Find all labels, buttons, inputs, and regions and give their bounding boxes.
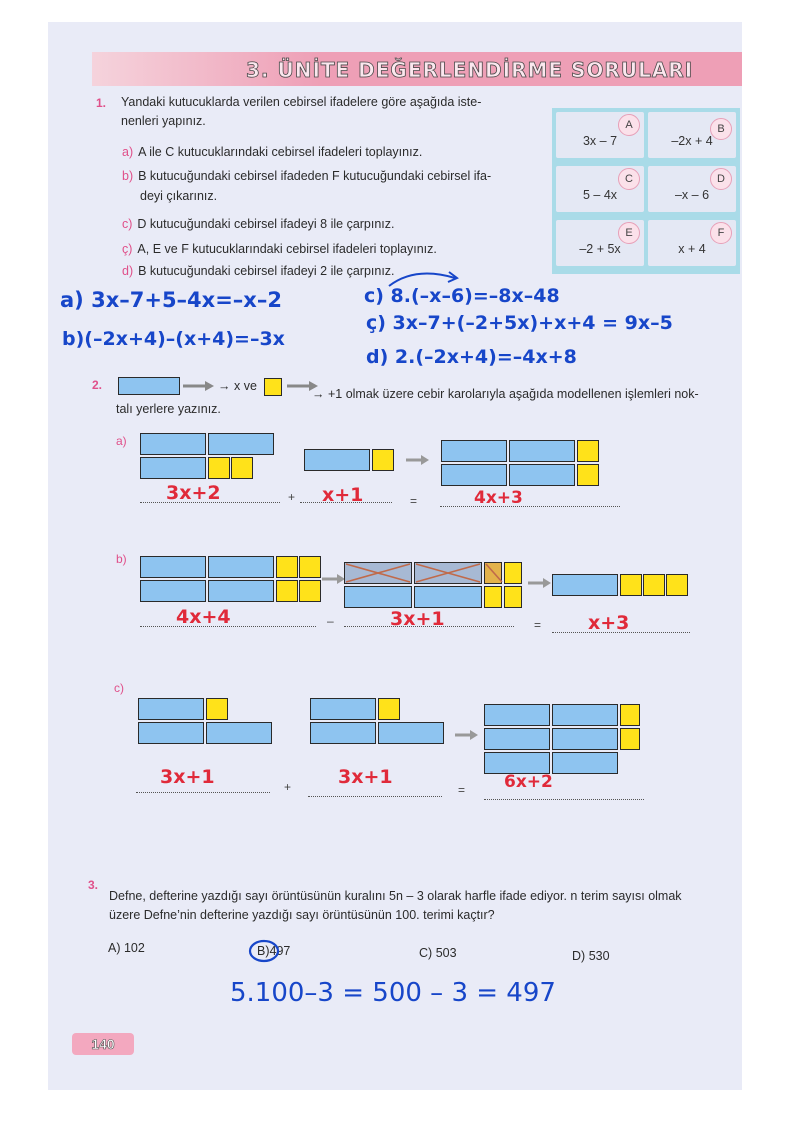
- part-a-left-answer: 3x+2: [166, 482, 221, 504]
- unit-tile: [206, 698, 228, 720]
- box-b: [648, 112, 736, 158]
- x-tile: [552, 574, 618, 596]
- unit-tile: [231, 457, 253, 479]
- answer-line: [440, 506, 620, 507]
- option-a[interactable]: A) 102: [108, 941, 145, 955]
- x-tile: [208, 433, 274, 455]
- plus-sign: +: [288, 490, 296, 504]
- x-tile: [441, 464, 507, 486]
- unit-tile: [378, 698, 400, 720]
- question-1-line2: nenleri yapınız.: [121, 114, 206, 128]
- x-tile: [344, 586, 412, 608]
- page-title: 3. ÜNİTE DEĞERLENDİRME SORULARI: [246, 58, 694, 82]
- x-tile: [304, 449, 370, 471]
- part-a-right-answer: x+1: [322, 484, 364, 506]
- question-3-line2: üzere Defne’nin defterine yazdığı sayı örüntüsünün 100. terimi kaçtır?: [109, 908, 495, 922]
- x-tile: [414, 586, 482, 608]
- unit-tile: [299, 580, 321, 602]
- box-d-expr: –x – 6: [674, 188, 710, 202]
- arrow-right-icon: [406, 455, 430, 465]
- part-b-result-answer: x+3: [588, 612, 630, 634]
- option-c[interactable]: C) 503: [419, 946, 457, 960]
- x-tile: [138, 698, 204, 720]
- answer-cc-handwritten: ç) 3x–7+(–2+5x)+x+4 = 9x–5: [366, 312, 673, 334]
- answer-line: [136, 792, 270, 793]
- legend-x-text: → x ve: [218, 379, 257, 393]
- box-a-tag: A: [618, 114, 640, 136]
- question-2-number: 2.: [92, 378, 103, 392]
- unit-tile: [620, 574, 642, 596]
- arrow-right-icon: [322, 574, 346, 584]
- unit-tile: [620, 728, 640, 750]
- x-tile: [509, 440, 575, 462]
- x-tile: [552, 704, 618, 726]
- option-b[interactable]: B)497: [257, 944, 291, 958]
- question-3-number: 3.: [88, 878, 99, 892]
- x-tile: [140, 433, 206, 455]
- x-tile: [140, 457, 206, 479]
- x-tile: [310, 698, 376, 720]
- x-tile: [484, 704, 550, 726]
- unit-tile: [208, 457, 230, 479]
- unit-tile: [577, 440, 599, 462]
- x-tile-legend: [118, 377, 180, 395]
- unit-tile: [299, 556, 321, 578]
- arrow-right-icon: [528, 578, 552, 588]
- unit-tile-legend: [264, 378, 282, 396]
- part-a-result-answer: 4x+3: [474, 488, 523, 508]
- x-tile: [138, 722, 204, 744]
- unit-tile: [643, 574, 665, 596]
- unit-tile: [504, 586, 522, 608]
- box-f-tag: F: [710, 222, 732, 244]
- box-e-tag: E: [618, 222, 640, 244]
- q1-item-c: c) D kutucuğundaki cebirsel ifadeyi 8 ile çarpınız.: [122, 217, 395, 231]
- question-1-number: 1.: [96, 96, 107, 110]
- q2-part-a-label: a): [116, 434, 127, 448]
- x-tile: [206, 722, 272, 744]
- x-tile: [484, 728, 550, 750]
- x-tile: [509, 464, 575, 486]
- question-3-text: [109, 887, 682, 925]
- answer-b-handwritten: b)(–2x+4)–(x+4)=–3x: [62, 328, 285, 350]
- answer-d-handwritten: d) 2.(–2x+4)=–4x+8: [366, 346, 577, 368]
- x-tile: [140, 580, 206, 602]
- box-f: [648, 220, 736, 266]
- box-a-expr: 3x – 7: [582, 134, 618, 148]
- unit-tile: [620, 704, 640, 726]
- x-tile: [441, 440, 507, 462]
- x-tile: [310, 722, 376, 744]
- question-3-line1: Defne, defterine yazdığı sayı örüntüsünün kuralını 5n – 3 olarak harfle ifade ediyor. n terim sayısı olmak: [109, 889, 682, 903]
- unit-tile: [276, 556, 298, 578]
- expression-grid: [552, 108, 740, 274]
- box-f-expr: x + 4: [678, 242, 706, 256]
- question-2-text: → +1 olmak üzere cebir karolarıyla aşağıda modellenen işlemleri nok-: [312, 387, 699, 401]
- equals-sign: =: [458, 783, 466, 797]
- x-tile: [140, 556, 206, 578]
- box-e: [556, 220, 644, 266]
- q2-part-b-label: b): [116, 552, 127, 566]
- x-tile: [208, 556, 274, 578]
- answer-c-handwritten: c) 8.(–x–6)=–8x–48: [364, 285, 560, 307]
- box-d-tag: D: [710, 168, 732, 190]
- q1-item-a: a) A ile C kutucuklarındaki cebirsel ifadeleri toplayınız.: [122, 145, 423, 159]
- part-b-right-answer: 3x+1: [390, 608, 445, 630]
- unit-tile: [577, 464, 599, 486]
- question-1-line1: Yandaki kutucuklarda verilen cebirsel ifadelere göre aşağıda iste-: [121, 95, 482, 109]
- equals-sign: =: [534, 618, 542, 632]
- box-c-expr: 5 – 4x: [582, 188, 618, 202]
- equals-sign: =: [410, 494, 418, 508]
- q2-part-c-label: c): [114, 681, 124, 695]
- answer-line: [484, 799, 644, 800]
- unit-tile: [276, 580, 298, 602]
- page-number: 140: [72, 1033, 134, 1055]
- unit-tile: [666, 574, 688, 596]
- unit-tile: [372, 449, 394, 471]
- box-b-expr: –2x + 4: [671, 134, 713, 148]
- question-2-line2: talı yerlere yazınız.: [116, 402, 221, 416]
- curved-arrow-icon: [385, 266, 465, 290]
- x-tile: [378, 722, 444, 744]
- box-a: [556, 112, 644, 158]
- q1-item-d: d) B kutucuğundaki cebirsel ifadeyi 2 ile çarpınız.: [122, 264, 395, 278]
- cross-out-icon: [344, 562, 504, 584]
- answer-a-handwritten: a) 3x–7+5–4x=–x–2: [60, 288, 282, 312]
- q1-item-b: b) B kutucuğundaki cebirsel ifadeden F kutucuğundaki cebirsel ifa-: [122, 169, 492, 183]
- part-b-left-answer: 4x+4: [176, 606, 231, 628]
- x-tile: [552, 728, 618, 750]
- option-d[interactable]: D) 530: [572, 949, 610, 963]
- unit-tile: [484, 586, 502, 608]
- arrow-right-icon: [183, 380, 215, 392]
- answer-circle-icon: [248, 938, 282, 964]
- x-tile: [552, 752, 618, 774]
- plus-sign: +: [284, 780, 292, 794]
- q1-item-cc: ç) A, E ve F kutucuklarındaki cebirsel ifadeleri toplayınız.: [122, 242, 437, 256]
- box-d: [648, 166, 736, 212]
- box-c: [556, 166, 644, 212]
- x-tile: [484, 752, 550, 774]
- part-c-right-answer: 3x+1: [338, 766, 393, 788]
- box-b-tag: B: [710, 118, 732, 140]
- answer-line: [308, 796, 442, 797]
- question-3-work-handwritten: 5.100–3 = 500 – 3 = 497: [230, 978, 556, 1008]
- part-c-result-answer: 6x+2: [504, 772, 553, 792]
- x-tile: [208, 580, 274, 602]
- part-c-left-answer: 3x+1: [160, 766, 215, 788]
- arrow-right-icon: [455, 730, 479, 740]
- unit-tile: [504, 562, 522, 584]
- box-e-expr: –2 + 5x: [579, 242, 621, 256]
- box-c-tag: C: [618, 168, 640, 190]
- q1-item-b-cont: deyi çıkarınız.: [140, 189, 218, 203]
- minus-sign: –: [327, 614, 334, 628]
- question-1-text: [121, 93, 481, 131]
